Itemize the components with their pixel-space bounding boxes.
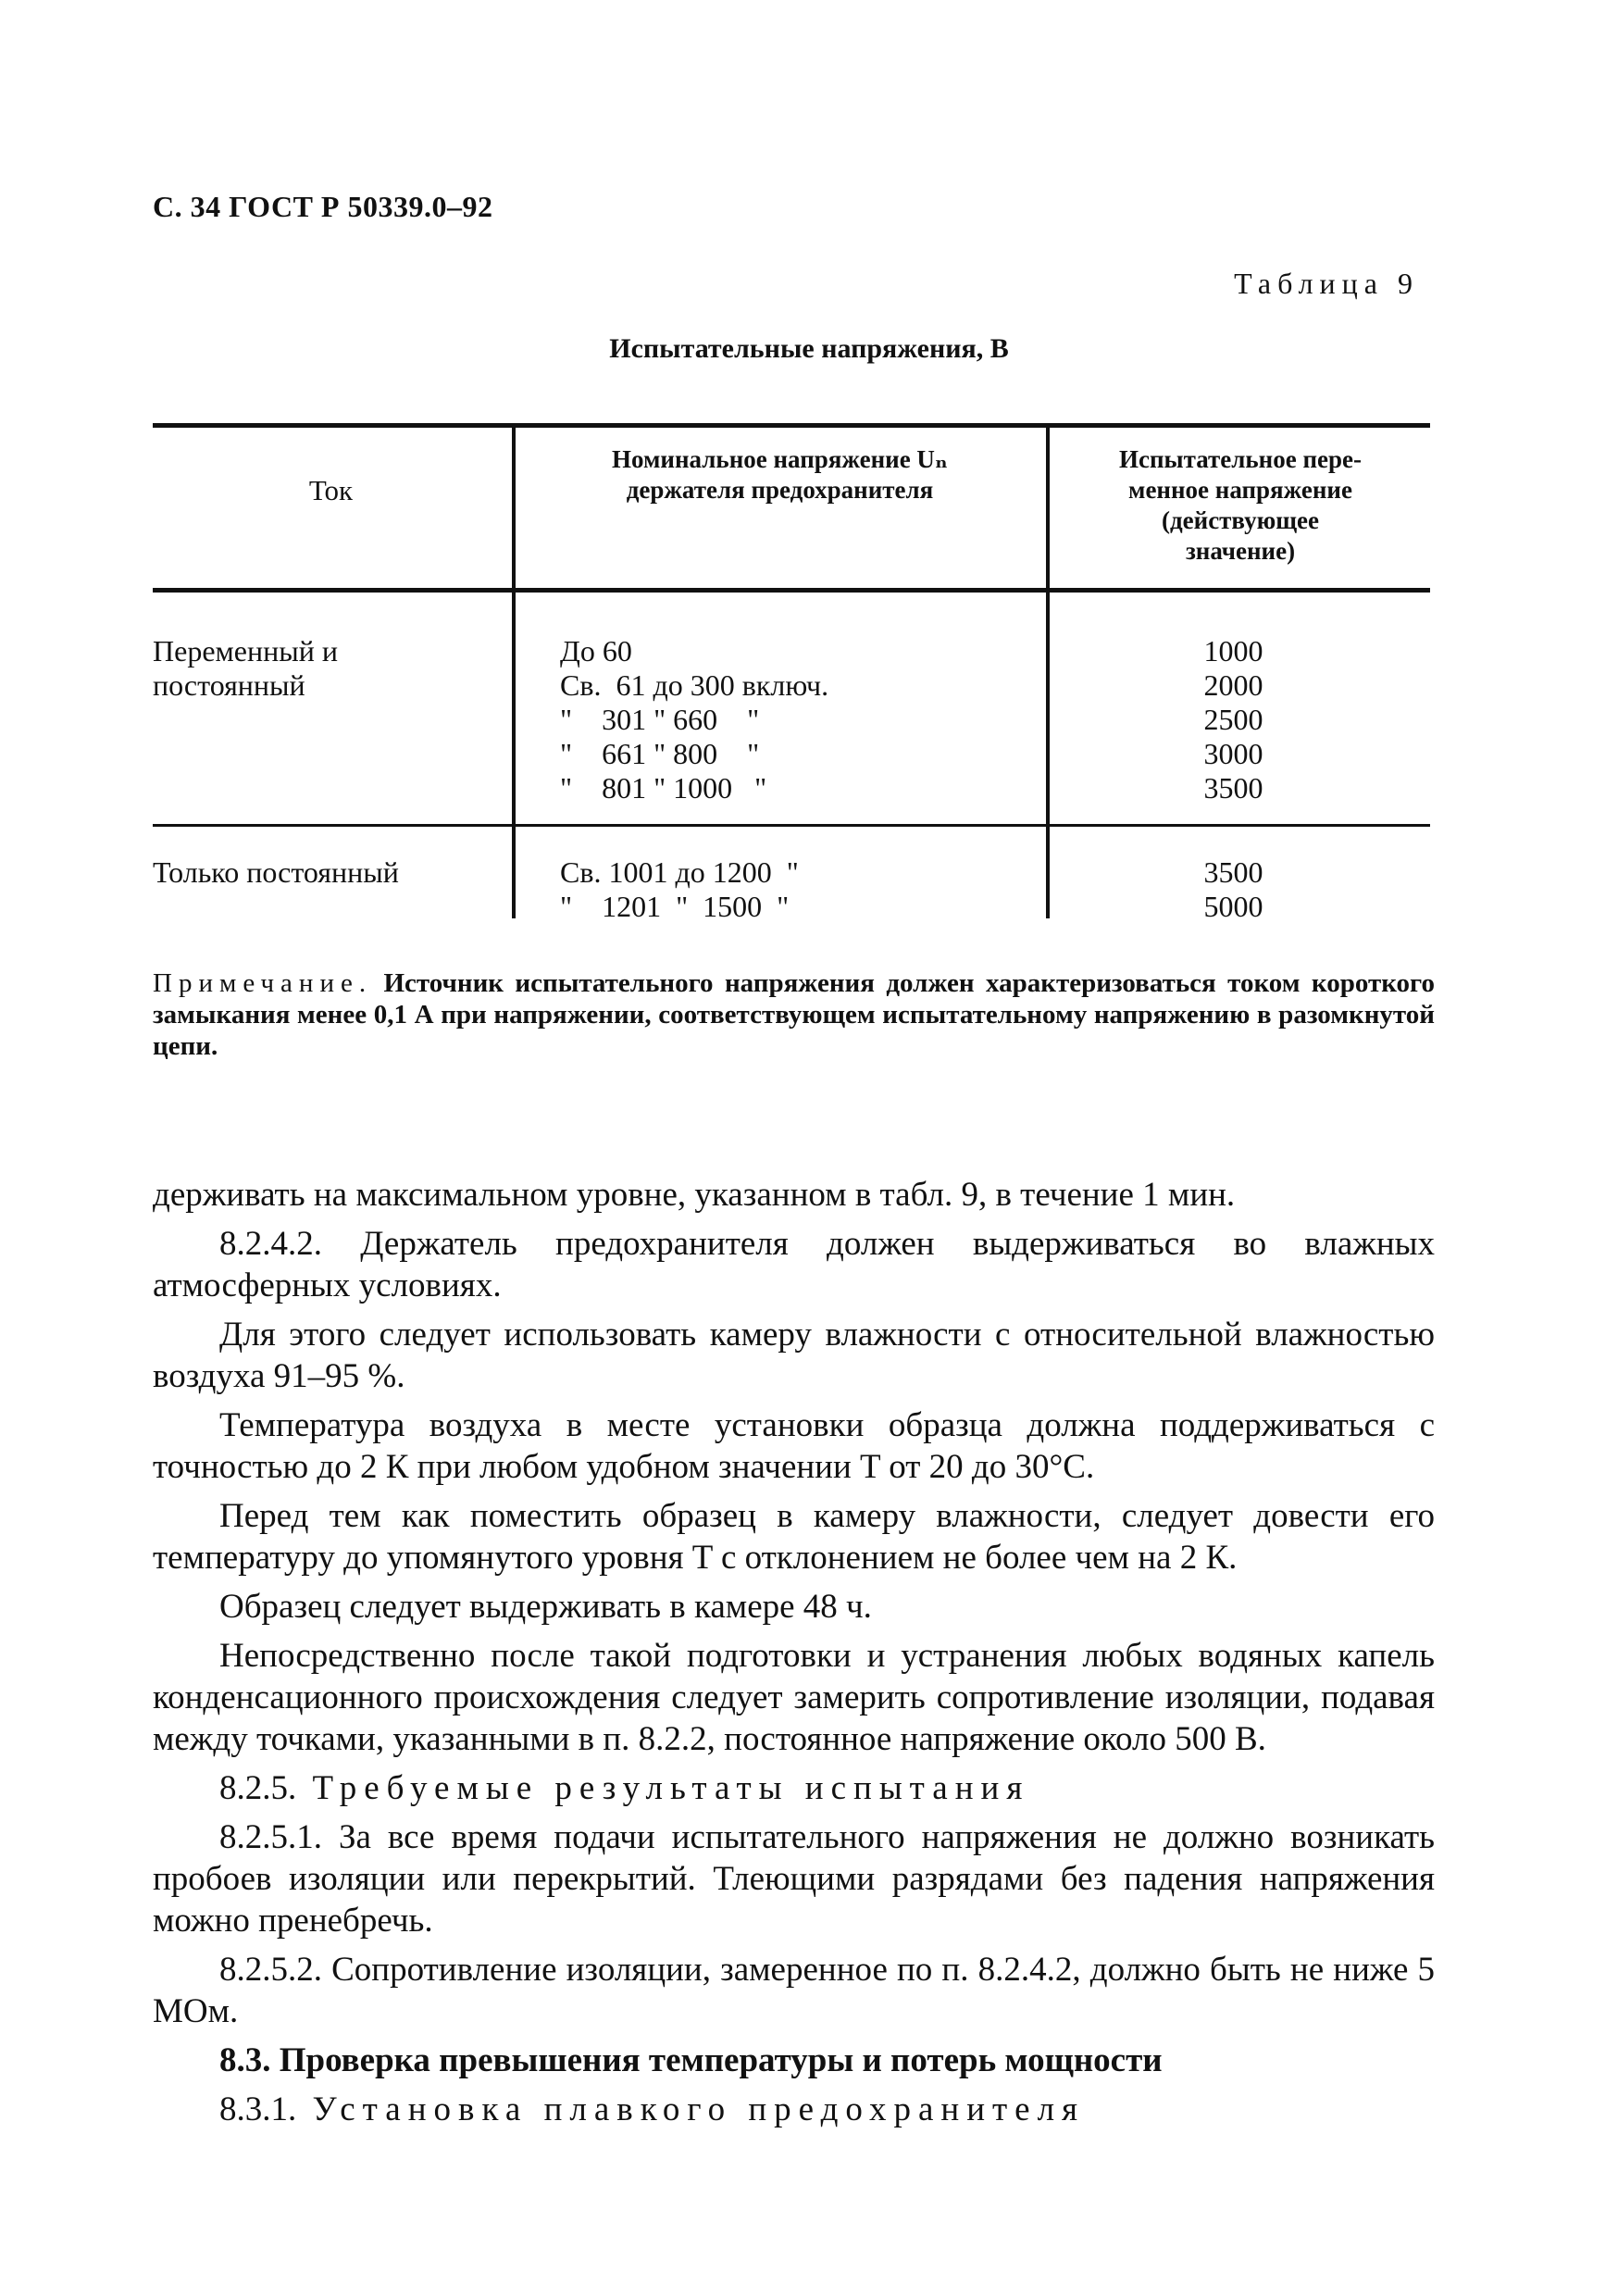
table-row-current: Переменный и постоянный <box>153 634 338 702</box>
table-row-current: Только постоянный <box>153 855 399 889</box>
col-header-test: Испытательное пере- менное напряжение (действующее значение) <box>1118 445 1362 565</box>
table-row-test: 3500 5000 <box>1203 855 1263 923</box>
table-top-rule <box>153 423 1430 428</box>
paragraph: Непосредственно после такой подготовки и устранения любых водяных капель конденсационного происхождения следует замерить сопротивление изоляции, подавая между точками, указанными в п. 8.2.2, постоянное напряжение около 500 В. <box>153 1637 1435 1758</box>
paragraph: Температура воздуха в месте установки образца должна поддерживаться с точностью до 2 К при любом удобном значении T от 20 до 30°С. <box>153 1406 1435 1486</box>
section-number: 8.3.1. <box>219 2090 297 2128</box>
table-col-divider-1 <box>512 428 516 918</box>
table-row-test: 1000 2000 2500 3000 3500 <box>1203 634 1263 805</box>
paragraph: Для этого следует использовать камеру влажности с относительной влажностью воздуха 91–95 %. <box>153 1316 1435 1395</box>
section-heading-8-3 <box>153 2040 1435 2081</box>
section-title: Проверка превышения температуры и потерь мощности <box>270 2041 1163 2079</box>
body-text <box>153 1174 1435 2138</box>
table-row-nominal: До 60 Св. 61 до 300 включ. " 301 " 660 " " 661 " 800 " " 801 " 1000 " <box>560 634 829 805</box>
table-col-divider-2 <box>1046 428 1050 918</box>
paragraph: 8.2.4.2. Держатель предохранителя должен выдерживаться во влажных атмосферных условиях. <box>153 1225 1435 1304</box>
table-number: Таблица 9 <box>1234 267 1419 300</box>
col-header-current: Ток <box>308 474 354 506</box>
table-title: Испытательные напряжения, В <box>609 333 1009 364</box>
table-header-rule <box>153 588 1430 593</box>
paragraph: Образец следует выдерживать в камере 48 ч. <box>219 1588 872 1626</box>
section-title: Установка плавкого предохранителя <box>296 2090 1086 2128</box>
paragraph: держивать на максимальном уровне, указанном в табл. 9, в течение 1 мин. <box>153 1176 1236 1214</box>
col-header-nominal: Номинальное напряжение Uₙ держателя предохранителя <box>612 445 948 504</box>
table-row-nominal: Св. 1001 до 1200 " " 1201 " 1500 " <box>560 855 799 923</box>
section-number: 8.3. <box>219 2041 271 2079</box>
paragraph: Перед тем как поместить образец в камеру влажности, следует довести его температуру до упомянутого уровня T с отклонением не более чем на 2 К. <box>153 1497 1435 1577</box>
section-heading-8-2-5 <box>153 1767 1435 1809</box>
table-note <box>153 967 1435 1062</box>
section-title: Требуемые результаты испытания <box>296 1769 1030 1807</box>
paragraph: 8.2.5.1. За все время подачи испытательного напряжения не должно возникать пробоев изоляции или перекрытий. Тлеющими разрядами без падения напряжения можно пренебречь. <box>153 1818 1435 1940</box>
table-group-rule <box>153 824 1430 827</box>
page-header: С. 34 ГОСТ Р 50339.0–92 <box>153 190 493 223</box>
section-heading-8-3-1 <box>153 2089 1435 2130</box>
section-number: 8.2.5. <box>219 1769 297 1807</box>
note-text: Источник испытательного напряжения должен характеризоваться током короткого замыкания менее 0,1 А при напряжении, соответствующем испытательному напряжению в разомкнутой цепи. <box>153 968 1435 1061</box>
paragraph: 8.2.5.2. Сопротивление изоляции, замеренное по п. 8.2.4.2, должно быть не ниже 5 МОм. <box>153 1951 1435 2030</box>
note-label: Примечание. <box>153 968 373 998</box>
